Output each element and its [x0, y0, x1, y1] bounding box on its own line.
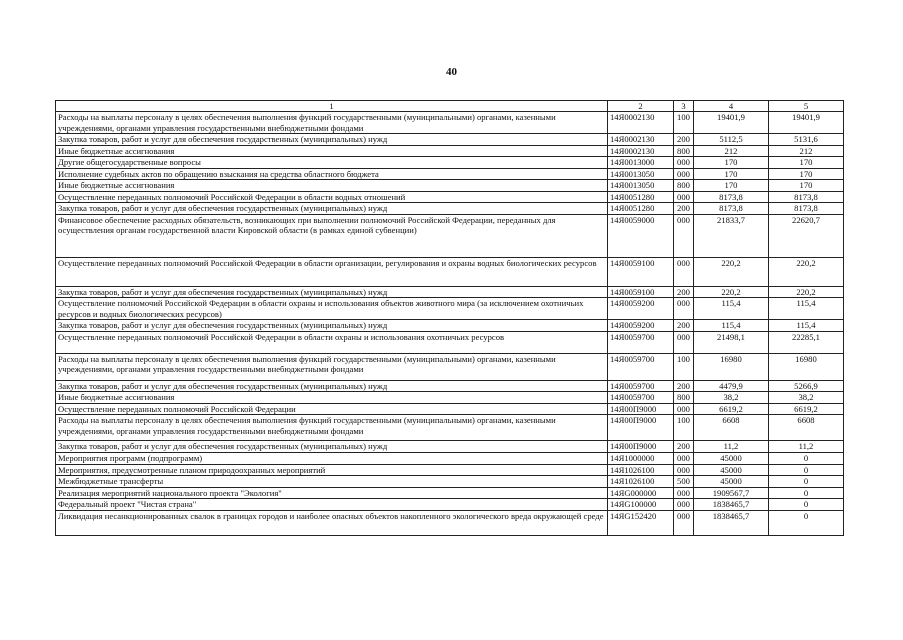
row-amount-year-2: 0	[769, 453, 844, 465]
row-amount-year-1: 4479,9	[694, 380, 769, 392]
row-description: Закупка товаров, работ и услуг для обеспечения государственных (муниципальных) нужд	[56, 320, 608, 332]
row-amount-year-2: 170	[769, 180, 844, 192]
row-description: Расходы на выплаты персоналу в целях обеспечения выполнения функций государственными (муниципальными) органами, казенными учреждениями, органами управления государственными внебюджетными фондами	[56, 415, 608, 441]
table-row	[56, 464, 844, 476]
row-amount-year-1: 45000	[694, 476, 769, 488]
row-amount-year-1: 38,2	[694, 392, 769, 404]
row-amount-year-2: 6608	[769, 415, 844, 441]
row-description: Финансовое обеспечение расходных обязательств, возникающих при выполнении полномочий Российской Федерации, переданных для осуществления органам государственной власти Кировской области (в рамках единой субвенции)	[56, 214, 608, 257]
row-target-code: 14ЯG152420	[608, 510, 674, 535]
row-amount-year-1: 45000	[694, 464, 769, 476]
row-description: Иные бюджетные ассигнования	[56, 180, 608, 192]
row-expense-type: 200	[674, 203, 694, 215]
row-target-code: 14Я00П9000	[608, 415, 674, 441]
row-amount-year-2: 19401,9	[769, 112, 844, 134]
row-amount-year-2: 115,4	[769, 320, 844, 332]
row-amount-year-1: 220,2	[694, 257, 769, 286]
row-amount-year-2: 11,2	[769, 441, 844, 453]
row-expense-type: 000	[674, 331, 694, 353]
row-description: Иные бюджетные ассигнования	[56, 145, 608, 157]
row-amount-year-1: 170	[694, 157, 769, 169]
row-expense-type: 800	[674, 392, 694, 404]
row-expense-type: 100	[674, 353, 694, 380]
row-expense-type: 000	[674, 257, 694, 286]
row-amount-year-1: 45000	[694, 453, 769, 465]
row-amount-year-2: 16980	[769, 353, 844, 380]
row-target-code: 14Я0059700	[608, 331, 674, 353]
row-amount-year-2: 5131,6	[769, 134, 844, 146]
row-expense-type: 100	[674, 415, 694, 441]
row-target-code: 14Я0059700	[608, 380, 674, 392]
row-amount-year-2: 212	[769, 145, 844, 157]
row-target-code: 14Я0002130	[608, 112, 674, 134]
row-amount-year-2: 0	[769, 476, 844, 488]
row-target-code: 14Я00П9000	[608, 403, 674, 415]
row-description: Ликвидация несанкционированных свалок в границах городов и наиболее опасных объектов накопленного экологического вреда окружающей среде	[56, 510, 608, 535]
row-amount-year-2: 220,2	[769, 286, 844, 298]
row-target-code: 14Я0002130	[608, 134, 674, 146]
table-row	[56, 298, 844, 320]
budget-table	[55, 100, 844, 536]
row-description: Иные бюджетные ассигнования	[56, 392, 608, 404]
row-amount-year-2: 8173,8	[769, 191, 844, 203]
table-row	[56, 453, 844, 465]
row-target-code: 14Я1026100	[608, 464, 674, 476]
table-row	[56, 134, 844, 146]
row-amount-year-2: 170	[769, 168, 844, 180]
table-row	[56, 415, 844, 441]
row-amount-year-1: 115,4	[694, 298, 769, 320]
table-header-row	[56, 101, 844, 112]
row-expense-type: 800	[674, 145, 694, 157]
row-amount-year-2: 220,2	[769, 257, 844, 286]
row-description: Закупка товаров, работ и услуг для обеспечения государственных (муниципальных) нужд	[56, 286, 608, 298]
row-description: Осуществление переданных полномочий Российской Федерации в области водных отношений	[56, 191, 608, 203]
row-description: Другие общегосударственные вопросы	[56, 157, 608, 169]
row-expense-type: 200	[674, 441, 694, 453]
row-amount-year-1: 11,2	[694, 441, 769, 453]
table-row	[56, 499, 844, 511]
row-expense-type: 200	[674, 134, 694, 146]
row-target-code: 14Я1026100	[608, 476, 674, 488]
row-expense-type: 000	[674, 168, 694, 180]
row-amount-year-2: 0	[769, 510, 844, 535]
row-amount-year-1: 1909567,7	[694, 487, 769, 499]
row-amount-year-1: 115,4	[694, 320, 769, 332]
row-amount-year-2: 0	[769, 464, 844, 476]
row-target-code: 14Я1000000	[608, 453, 674, 465]
header-col-5: 5	[769, 101, 844, 112]
table-row	[56, 331, 844, 353]
row-target-code: 14Я0059200	[608, 298, 674, 320]
row-expense-type: 500	[674, 476, 694, 488]
row-description: Реализация мероприятий национального проекта "Экология"	[56, 487, 608, 499]
row-expense-type: 200	[674, 286, 694, 298]
row-expense-type: 000	[674, 403, 694, 415]
row-amount-year-2: 22285,1	[769, 331, 844, 353]
row-expense-type: 000	[674, 298, 694, 320]
table-row	[56, 320, 844, 332]
table-row	[56, 112, 844, 134]
row-expense-type: 000	[674, 157, 694, 169]
row-amount-year-2: 22620,7	[769, 214, 844, 257]
header-col-1: 1	[56, 101, 608, 112]
row-amount-year-1: 5112,5	[694, 134, 769, 146]
row-amount-year-1: 170	[694, 180, 769, 192]
row-description: Закупка товаров, работ и услуг для обеспечения государственных (муниципальных) нужд	[56, 441, 608, 453]
row-description: Мероприятия программ (подпрограмм)	[56, 453, 608, 465]
row-amount-year-2: 0	[769, 499, 844, 511]
row-expense-type: 800	[674, 180, 694, 192]
row-expense-type: 100	[674, 112, 694, 134]
table-row	[56, 157, 844, 169]
row-expense-type: 000	[674, 214, 694, 257]
row-amount-year-2: 170	[769, 157, 844, 169]
row-description: Исполнение судебных актов по обращению взыскания на средства областного бюджета	[56, 168, 608, 180]
row-amount-year-1: 220,2	[694, 286, 769, 298]
row-target-code: 14ЯG000000	[608, 487, 674, 499]
row-description: Закупка товаров, работ и услуг для обеспечения государственных (муниципальных) нужд	[56, 134, 608, 146]
table-row	[56, 476, 844, 488]
table-row	[56, 191, 844, 203]
row-target-code: 14Я00П9000	[608, 441, 674, 453]
row-description: Расходы на выплаты персоналу в целях обеспечения выполнения функций государственными (муниципальными) органами, казенными учреждениями, органами управления государственными внебюджетными фондами	[56, 112, 608, 134]
table-row	[56, 487, 844, 499]
row-target-code: 14Я0059100	[608, 286, 674, 298]
table-row	[56, 203, 844, 215]
row-amount-year-1: 8173,8	[694, 203, 769, 215]
row-description: Осуществление переданных полномочий Российской Федерации в области охраны и использования охотничьих ресурсов	[56, 331, 608, 353]
row-target-code: 14Я0013000	[608, 157, 674, 169]
row-target-code: 14Я0059700	[608, 353, 674, 380]
table-body	[56, 112, 844, 536]
row-amount-year-1: 212	[694, 145, 769, 157]
row-amount-year-2: 0	[769, 487, 844, 499]
table-row	[56, 441, 844, 453]
row-expense-type: 200	[674, 380, 694, 392]
row-description: Осуществление переданных полномочий Российской Федерации в области организации, регулирования и охраны водных биологических ресурсов	[56, 257, 608, 286]
table-row	[56, 168, 844, 180]
row-expense-type: 000	[674, 487, 694, 499]
row-amount-year-1: 6608	[694, 415, 769, 441]
row-description: Мероприятия, предусмотренные планом природоохранных мероприятий	[56, 464, 608, 476]
row-target-code: 14Я0059100	[608, 257, 674, 286]
table-row	[56, 510, 844, 535]
table-row	[56, 145, 844, 157]
row-target-code: 14Я0013050	[608, 168, 674, 180]
row-target-code: 14Я0059200	[608, 320, 674, 332]
row-amount-year-1: 1838465,7	[694, 499, 769, 511]
table-row	[56, 257, 844, 286]
row-target-code: 14Я0059000	[608, 214, 674, 257]
row-description: Закупка товаров, работ и услуг для обеспечения государственных (муниципальных) нужд	[56, 203, 608, 215]
table-row	[56, 380, 844, 392]
row-description: Расходы на выплаты персоналу в целях обеспечения выполнения функций государственными (муниципальными) органами, казенными учреждениями, органами управления государственными внебюджетными фондами	[56, 353, 608, 380]
table-row	[56, 286, 844, 298]
row-expense-type: 000	[674, 191, 694, 203]
row-amount-year-1: 21498,1	[694, 331, 769, 353]
row-expense-type: 000	[674, 453, 694, 465]
row-amount-year-2: 115,4	[769, 298, 844, 320]
row-description: Федеральный проект "Чистая страна"	[56, 499, 608, 511]
row-expense-type: 000	[674, 464, 694, 476]
row-target-code: 14Я0059700	[608, 392, 674, 404]
row-amount-year-1: 8173,8	[694, 191, 769, 203]
row-amount-year-1: 1838465,7	[694, 510, 769, 535]
row-amount-year-2: 5266,9	[769, 380, 844, 392]
row-expense-type: 200	[674, 320, 694, 332]
row-target-code: 14Я0051280	[608, 191, 674, 203]
row-amount-year-1: 170	[694, 168, 769, 180]
row-description: Межбюджетные трансферты	[56, 476, 608, 488]
row-description: Закупка товаров, работ и услуг для обеспечения государственных (муниципальных) нужд	[56, 380, 608, 392]
row-amount-year-1: 16980	[694, 353, 769, 380]
row-amount-year-2: 8173,8	[769, 203, 844, 215]
row-target-code: 14Я0051280	[608, 203, 674, 215]
header-col-4: 4	[694, 101, 769, 112]
header-col-2: 2	[608, 101, 674, 112]
row-description: Осуществление переданных полномочий Российской Федерации	[56, 403, 608, 415]
row-target-code: 14Я0013050	[608, 180, 674, 192]
table-row	[56, 403, 844, 415]
row-amount-year-1: 6619,2	[694, 403, 769, 415]
row-expense-type: 000	[674, 510, 694, 535]
table-row	[56, 180, 844, 192]
row-amount-year-2: 6619,2	[769, 403, 844, 415]
table-row	[56, 214, 844, 257]
row-target-code: 14ЯG100000	[608, 499, 674, 511]
row-description: Осуществление полномочий Российской Федерации в области охраны и использования объектов животного мира (за исключением охотничьих ресурсов и водных биологических ресурсов)	[56, 298, 608, 320]
row-amount-year-1: 21833,7	[694, 214, 769, 257]
header-col-3: 3	[674, 101, 694, 112]
row-target-code: 14Я0002130	[608, 145, 674, 157]
row-amount-year-1: 19401,9	[694, 112, 769, 134]
row-expense-type: 000	[674, 499, 694, 511]
table-row	[56, 353, 844, 380]
table-row	[56, 392, 844, 404]
page-number: 40	[446, 66, 457, 78]
row-amount-year-2: 38,2	[769, 392, 844, 404]
